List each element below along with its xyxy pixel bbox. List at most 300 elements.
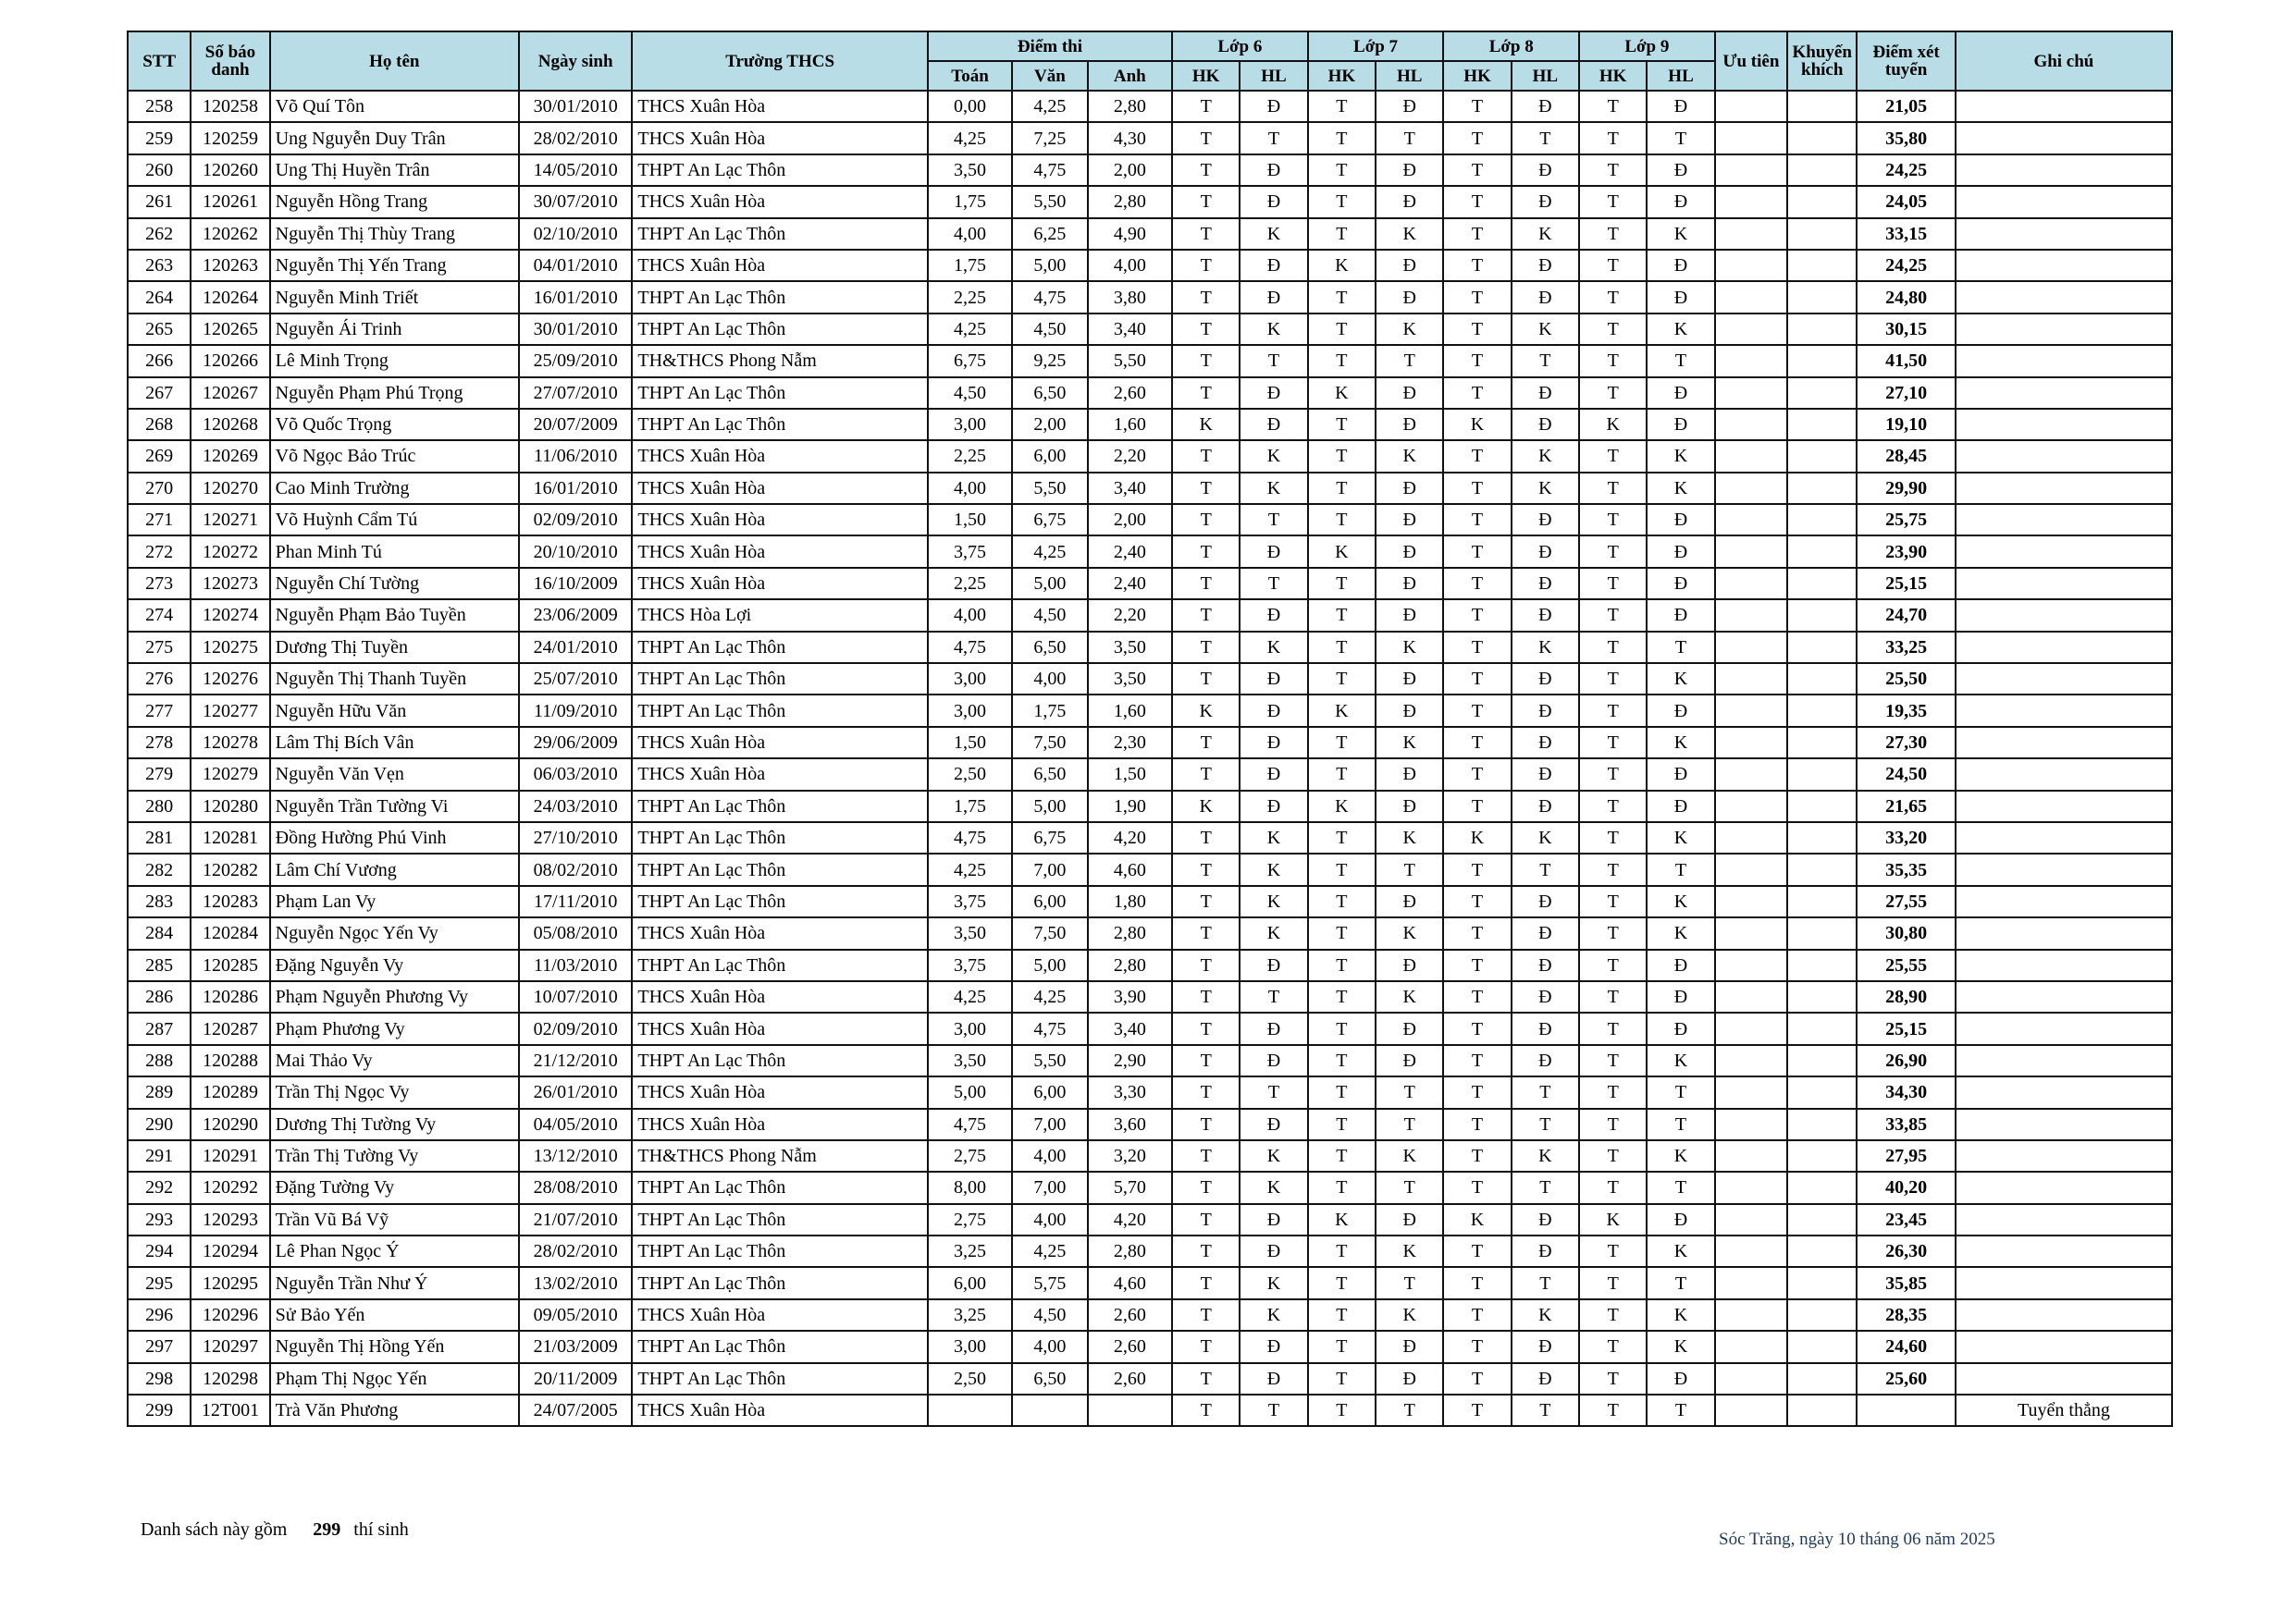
cell-stt: 296 bbox=[128, 1299, 191, 1331]
table-row bbox=[128, 1204, 2172, 1236]
cell-lop9-hl: K bbox=[1647, 822, 1714, 854]
cell-lop8-hk: T bbox=[1443, 632, 1511, 663]
cell-lop7-hl: Đ bbox=[1376, 695, 1443, 726]
cell-stt: 267 bbox=[128, 377, 191, 409]
table-row bbox=[128, 377, 2172, 409]
cell-lop8-hk: T bbox=[1443, 1045, 1511, 1076]
cell-uutien bbox=[1715, 314, 1787, 345]
cell-uutien bbox=[1715, 632, 1787, 663]
cell-lop8-hk: T bbox=[1443, 440, 1511, 472]
cell-stt: 263 bbox=[128, 250, 191, 281]
cell-khuyenkhich bbox=[1787, 1013, 1857, 1044]
cell-diemxettuyen: 27,55 bbox=[1857, 886, 1955, 917]
cell-diemxettuyen: 30,15 bbox=[1857, 314, 1955, 345]
cell-anh: 2,30 bbox=[1088, 727, 1172, 758]
cell-lop6-hl: Đ bbox=[1240, 950, 1307, 981]
cell-lop8-hk: T bbox=[1443, 377, 1511, 409]
cell-ghichu bbox=[1956, 886, 2172, 917]
cell-van: 5,75 bbox=[1012, 1267, 1087, 1298]
cell-toan: 4,75 bbox=[928, 822, 1012, 854]
cell-ghichu bbox=[1956, 1267, 2172, 1298]
cell-lop7-hk: T bbox=[1308, 409, 1376, 440]
cell-sbd: 120277 bbox=[191, 695, 269, 726]
cell-hoten: Võ Ngọc Bảo Trúc bbox=[270, 440, 519, 472]
cell-ngaysinh: 24/01/2010 bbox=[519, 632, 633, 663]
cell-lop6-hk: T bbox=[1172, 758, 1240, 790]
cell-van: 7,50 bbox=[1012, 727, 1087, 758]
cell-lop8-hk: T bbox=[1443, 504, 1511, 535]
cell-toan: 1,75 bbox=[928, 250, 1012, 281]
cell-anh: 4,20 bbox=[1088, 1204, 1172, 1236]
cell-anh: 2,80 bbox=[1088, 917, 1172, 949]
cell-truong: THPT An Lạc Thôn bbox=[632, 377, 927, 409]
cell-truong: TH&THCS Phong Nẫm bbox=[632, 345, 927, 376]
cell-lop9-hl: Đ bbox=[1647, 154, 1714, 186]
cell-stt: 270 bbox=[128, 473, 191, 504]
header-diemthi: Điểm thi bbox=[928, 31, 1172, 61]
cell-lop6-hk: T bbox=[1172, 250, 1240, 281]
cell-lop9-hk: T bbox=[1579, 632, 1647, 663]
cell-lop8-hk: T bbox=[1443, 1076, 1511, 1108]
cell-ghichu bbox=[1956, 535, 2172, 567]
cell-lop7-hk: T bbox=[1308, 1267, 1376, 1298]
table-row bbox=[128, 695, 2172, 726]
cell-diemxettuyen: 24,80 bbox=[1857, 281, 1955, 313]
cell-lop7-hk: T bbox=[1308, 314, 1376, 345]
cell-toan: 1,50 bbox=[928, 727, 1012, 758]
cell-diemxettuyen: 33,85 bbox=[1857, 1109, 1955, 1140]
cell-khuyenkhich bbox=[1787, 1172, 1857, 1203]
cell-uutien bbox=[1715, 186, 1787, 217]
cell-lop6-hk: T bbox=[1172, 599, 1240, 631]
cell-uutien bbox=[1715, 599, 1787, 631]
cell-lop9-hk: K bbox=[1579, 409, 1647, 440]
cell-lop8-hl: T bbox=[1512, 122, 1579, 154]
cell-lop8-hk: T bbox=[1443, 1013, 1511, 1044]
cell-lop8-hl: Đ bbox=[1512, 1331, 1579, 1362]
cell-lop6-hk: T bbox=[1172, 1236, 1240, 1267]
cell-lop7-hk: T bbox=[1308, 122, 1376, 154]
cell-lop6-hk: T bbox=[1172, 950, 1240, 981]
cell-uutien bbox=[1715, 1013, 1787, 1044]
cell-van: 4,50 bbox=[1012, 599, 1087, 631]
cell-van: 4,25 bbox=[1012, 535, 1087, 567]
cell-lop7-hk: T bbox=[1308, 758, 1376, 790]
cell-lop8-hk: T bbox=[1443, 535, 1511, 567]
cell-lop9-hl: Đ bbox=[1647, 1204, 1714, 1236]
cell-lop9-hk: T bbox=[1579, 122, 1647, 154]
cell-lop6-hl: K bbox=[1240, 218, 1307, 250]
cell-hoten: Nguyễn Phạm Bảo Tuyền bbox=[270, 599, 519, 631]
cell-diemxettuyen: 21,65 bbox=[1857, 791, 1955, 822]
cell-lop7-hl: Đ bbox=[1376, 758, 1443, 790]
cell-diemxettuyen: 28,90 bbox=[1857, 981, 1955, 1013]
cell-ghichu bbox=[1956, 314, 2172, 345]
cell-lop9-hl: K bbox=[1647, 1140, 1714, 1172]
cell-sbd: 120288 bbox=[191, 1045, 269, 1076]
cell-sbd: 120271 bbox=[191, 504, 269, 535]
cell-lop8-hk: T bbox=[1443, 1395, 1511, 1426]
cell-stt: 280 bbox=[128, 791, 191, 822]
cell-ngaysinh: 25/07/2010 bbox=[519, 663, 633, 695]
cell-diemxettuyen: 40,20 bbox=[1857, 1172, 1955, 1203]
cell-lop6-hl: Đ bbox=[1240, 409, 1307, 440]
cell-anh: 3,90 bbox=[1088, 981, 1172, 1013]
cell-diemxettuyen: 35,80 bbox=[1857, 122, 1955, 154]
cell-lop8-hk: T bbox=[1443, 122, 1511, 154]
cell-lop8-hl: Đ bbox=[1512, 1236, 1579, 1267]
cell-diemxettuyen: 19,35 bbox=[1857, 695, 1955, 726]
cell-toan: 4,75 bbox=[928, 1109, 1012, 1140]
cell-lop6-hl: Đ bbox=[1240, 535, 1307, 567]
cell-diemxettuyen: 24,70 bbox=[1857, 599, 1955, 631]
cell-anh: 2,80 bbox=[1088, 186, 1172, 217]
cell-ghichu bbox=[1956, 1204, 2172, 1236]
cell-lop7-hk: T bbox=[1308, 1236, 1376, 1267]
count-suffix: thí sinh bbox=[353, 1519, 409, 1540]
cell-van: 6,75 bbox=[1012, 822, 1087, 854]
cell-truong: THCS Xuân Hòa bbox=[632, 568, 927, 599]
cell-lop6-hl: K bbox=[1240, 822, 1307, 854]
cell-lop8-hk: T bbox=[1443, 1236, 1511, 1267]
cell-khuyenkhich bbox=[1787, 981, 1857, 1013]
cell-van: 6,00 bbox=[1012, 1076, 1087, 1108]
cell-ghichu bbox=[1956, 440, 2172, 472]
cell-khuyenkhich bbox=[1787, 854, 1857, 885]
cell-anh: 2,20 bbox=[1088, 599, 1172, 631]
cell-anh: 3,40 bbox=[1088, 473, 1172, 504]
cell-lop8-hl: Đ bbox=[1512, 535, 1579, 567]
cell-hoten: Lê Minh Trọng bbox=[270, 345, 519, 376]
cell-lop9-hk: T bbox=[1579, 1267, 1647, 1298]
cell-hoten: Nguyễn Thị Thanh Tuyền bbox=[270, 663, 519, 695]
cell-lop8-hl: Đ bbox=[1512, 154, 1579, 186]
cell-truong: THPT An Lạc Thôn bbox=[632, 632, 927, 663]
header-toan: Toán bbox=[928, 61, 1012, 91]
cell-khuyenkhich bbox=[1787, 727, 1857, 758]
cell-lop8-hl: Đ bbox=[1512, 981, 1579, 1013]
cell-van: 4,50 bbox=[1012, 314, 1087, 345]
cell-lop7-hl: T bbox=[1376, 1267, 1443, 1298]
cell-truong: THCS Xuân Hòa bbox=[632, 535, 927, 567]
cell-khuyenkhich bbox=[1787, 409, 1857, 440]
cell-ngaysinh: 23/06/2009 bbox=[519, 599, 633, 631]
cell-khuyenkhich bbox=[1787, 1236, 1857, 1267]
cell-sbd: 120295 bbox=[191, 1267, 269, 1298]
cell-van: 4,75 bbox=[1012, 281, 1087, 313]
cell-hoten: Võ Quí Tôn bbox=[270, 91, 519, 122]
cell-lop8-hk: T bbox=[1443, 186, 1511, 217]
cell-lop6-hl: Đ bbox=[1240, 250, 1307, 281]
cell-truong: THPT An Lạc Thôn bbox=[632, 409, 927, 440]
cell-lop7-hl: K bbox=[1376, 822, 1443, 854]
cell-stt: 258 bbox=[128, 91, 191, 122]
cell-van: 7,00 bbox=[1012, 854, 1087, 885]
cell-lop7-hk: T bbox=[1308, 91, 1376, 122]
cell-truong: THCS Xuân Hòa bbox=[632, 122, 927, 154]
cell-lop9-hl: Đ bbox=[1647, 91, 1714, 122]
cell-lop6-hl: Đ bbox=[1240, 91, 1307, 122]
cell-truong: THCS Xuân Hòa bbox=[632, 440, 927, 472]
cell-van: 6,75 bbox=[1012, 504, 1087, 535]
cell-khuyenkhich bbox=[1787, 1267, 1857, 1298]
cell-lop8-hk: T bbox=[1443, 250, 1511, 281]
cell-lop8-hk: T bbox=[1443, 473, 1511, 504]
cell-hoten: Sử Bảo Yến bbox=[270, 1299, 519, 1331]
cell-lop6-hk: T bbox=[1172, 440, 1240, 472]
cell-diemxettuyen: 25,50 bbox=[1857, 663, 1955, 695]
cell-van: 4,75 bbox=[1012, 154, 1087, 186]
cell-diemxettuyen: 28,45 bbox=[1857, 440, 1955, 472]
cell-lop7-hk: T bbox=[1308, 186, 1376, 217]
header-lop9-hk: HK bbox=[1579, 61, 1647, 91]
cell-lop7-hl: T bbox=[1376, 1395, 1443, 1426]
cell-truong: THCS Xuân Hòa bbox=[632, 473, 927, 504]
cell-khuyenkhich bbox=[1787, 599, 1857, 631]
cell-lop9-hl: Đ bbox=[1647, 791, 1714, 822]
cell-sbd: 120286 bbox=[191, 981, 269, 1013]
header-truong: Trường THCS bbox=[632, 31, 927, 91]
cell-ghichu bbox=[1956, 377, 2172, 409]
cell-anh: 2,60 bbox=[1088, 1363, 1172, 1395]
cell-lop9-hk: T bbox=[1579, 981, 1647, 1013]
cell-ngaysinh: 30/01/2010 bbox=[519, 314, 633, 345]
cell-van: 4,00 bbox=[1012, 1204, 1087, 1236]
cell-diemxettuyen: 24,25 bbox=[1857, 154, 1955, 186]
cell-stt: 298 bbox=[128, 1363, 191, 1395]
cell-lop8-hl: K bbox=[1512, 440, 1579, 472]
table-row bbox=[128, 568, 2172, 599]
cell-lop8-hk: T bbox=[1443, 1109, 1511, 1140]
cell-diemxettuyen: 33,15 bbox=[1857, 218, 1955, 250]
cell-lop8-hk: T bbox=[1443, 695, 1511, 726]
cell-ngaysinh: 11/06/2010 bbox=[519, 440, 633, 472]
cell-lop8-hk: T bbox=[1443, 568, 1511, 599]
header-van: Văn bbox=[1012, 61, 1087, 91]
cell-lop8-hl: T bbox=[1512, 1395, 1579, 1426]
cell-lop7-hl: Đ bbox=[1376, 599, 1443, 631]
cell-stt: 281 bbox=[128, 822, 191, 854]
cell-truong: THCS Xuân Hòa bbox=[632, 1109, 927, 1140]
cell-sbd: 120270 bbox=[191, 473, 269, 504]
cell-van: 4,00 bbox=[1012, 1140, 1087, 1172]
cell-ghichu bbox=[1956, 1236, 2172, 1267]
cell-toan: 3,00 bbox=[928, 663, 1012, 695]
cell-ngaysinh: 30/07/2010 bbox=[519, 186, 633, 217]
cell-ghichu bbox=[1956, 504, 2172, 535]
cell-lop9-hk: T bbox=[1579, 1140, 1647, 1172]
cell-lop9-hl: Đ bbox=[1647, 568, 1714, 599]
cell-lop7-hk: T bbox=[1308, 1172, 1376, 1203]
cell-toan bbox=[928, 1395, 1012, 1426]
table-row bbox=[128, 218, 2172, 250]
cell-ghichu bbox=[1956, 473, 2172, 504]
header-lop6: Lớp 6 bbox=[1172, 31, 1308, 61]
cell-diemxettuyen: 41,50 bbox=[1857, 345, 1955, 376]
cell-sbd: 120265 bbox=[191, 314, 269, 345]
cell-toan: 3,75 bbox=[928, 886, 1012, 917]
cell-khuyenkhich bbox=[1787, 440, 1857, 472]
cell-diemxettuyen: 34,30 bbox=[1857, 1076, 1955, 1108]
cell-van: 6,50 bbox=[1012, 1363, 1087, 1395]
cell-lop9-hk: T bbox=[1579, 663, 1647, 695]
cell-lop8-hk: T bbox=[1443, 154, 1511, 186]
cell-toan: 6,00 bbox=[928, 1267, 1012, 1298]
cell-lop7-hl: K bbox=[1376, 440, 1443, 472]
table-row bbox=[128, 154, 2172, 186]
cell-truong: THPT An Lạc Thôn bbox=[632, 314, 927, 345]
table-row bbox=[128, 822, 2172, 854]
table-row bbox=[128, 122, 2172, 154]
cell-lop7-hl: K bbox=[1376, 632, 1443, 663]
cell-van: 6,25 bbox=[1012, 218, 1087, 250]
cell-stt: 282 bbox=[128, 854, 191, 885]
cell-ghichu bbox=[1956, 981, 2172, 1013]
cell-lop6-hk: T bbox=[1172, 218, 1240, 250]
cell-lop6-hk: T bbox=[1172, 1013, 1240, 1044]
cell-stt: 278 bbox=[128, 727, 191, 758]
cell-khuyenkhich bbox=[1787, 917, 1857, 949]
cell-sbd: 120278 bbox=[191, 727, 269, 758]
cell-lop6-hk: T bbox=[1172, 1299, 1240, 1331]
cell-ghichu bbox=[1956, 91, 2172, 122]
cell-lop8-hl: Đ bbox=[1512, 250, 1579, 281]
cell-toan: 2,75 bbox=[928, 1140, 1012, 1172]
cell-lop6-hl: Đ bbox=[1240, 1331, 1307, 1362]
cell-lop6-hk: T bbox=[1172, 91, 1240, 122]
cell-sbd: 120274 bbox=[191, 599, 269, 631]
cell-lop7-hl: Đ bbox=[1376, 886, 1443, 917]
cell-lop6-hk: T bbox=[1172, 886, 1240, 917]
cell-ngaysinh: 28/02/2010 bbox=[519, 122, 633, 154]
cell-truong: THCS Xuân Hòa bbox=[632, 981, 927, 1013]
cell-diemxettuyen: 27,10 bbox=[1857, 377, 1955, 409]
cell-lop7-hl: K bbox=[1376, 1299, 1443, 1331]
cell-anh: 3,50 bbox=[1088, 632, 1172, 663]
cell-lop6-hk: T bbox=[1172, 663, 1240, 695]
cell-hoten: Nguyễn Văn Vẹn bbox=[270, 758, 519, 790]
table-row bbox=[128, 1331, 2172, 1362]
cell-stt: 261 bbox=[128, 186, 191, 217]
cell-lop8-hl: K bbox=[1512, 632, 1579, 663]
cell-lop9-hk: T bbox=[1579, 218, 1647, 250]
cell-khuyenkhich bbox=[1787, 1299, 1857, 1331]
cell-ghichu bbox=[1956, 409, 2172, 440]
cell-ngaysinh: 13/02/2010 bbox=[519, 1267, 633, 1298]
cell-uutien bbox=[1715, 377, 1787, 409]
cell-lop8-hl: T bbox=[1512, 1267, 1579, 1298]
cell-ghichu bbox=[1956, 1140, 2172, 1172]
cell-lop6-hk: T bbox=[1172, 822, 1240, 854]
cell-toan: 8,00 bbox=[928, 1172, 1012, 1203]
cell-khuyenkhich bbox=[1787, 122, 1857, 154]
cell-uutien bbox=[1715, 250, 1787, 281]
cell-truong: THPT An Lạc Thôn bbox=[632, 1172, 927, 1203]
cell-khuyenkhich bbox=[1787, 186, 1857, 217]
cell-ngaysinh: 21/07/2010 bbox=[519, 1204, 633, 1236]
cell-lop8-hk: T bbox=[1443, 1172, 1511, 1203]
cell-uutien bbox=[1715, 281, 1787, 313]
cell-lop8-hk: T bbox=[1443, 663, 1511, 695]
cell-diemxettuyen: 19,10 bbox=[1857, 409, 1955, 440]
cell-toan: 3,00 bbox=[928, 1331, 1012, 1362]
cell-stt: 289 bbox=[128, 1076, 191, 1108]
cell-lop8-hl: Đ bbox=[1512, 791, 1579, 822]
cell-stt: 274 bbox=[128, 599, 191, 631]
cell-van bbox=[1012, 1395, 1087, 1426]
cell-uutien bbox=[1715, 154, 1787, 186]
cell-lop7-hl: Đ bbox=[1376, 473, 1443, 504]
cell-toan: 1,50 bbox=[928, 504, 1012, 535]
cell-lop7-hl: Đ bbox=[1376, 186, 1443, 217]
cell-stt: 288 bbox=[128, 1045, 191, 1076]
cell-khuyenkhich bbox=[1787, 314, 1857, 345]
cell-van: 6,00 bbox=[1012, 886, 1087, 917]
cell-anh: 1,90 bbox=[1088, 791, 1172, 822]
cell-lop9-hl: Đ bbox=[1647, 1363, 1714, 1395]
cell-lop9-hl: Đ bbox=[1647, 409, 1714, 440]
cell-lop6-hl: Đ bbox=[1240, 1109, 1307, 1140]
table-row bbox=[128, 186, 2172, 217]
header-lop8-hl: HL bbox=[1512, 61, 1579, 91]
cell-ghichu bbox=[1956, 758, 2172, 790]
cell-truong: THPT An Lạc Thôn bbox=[632, 791, 927, 822]
table-row bbox=[128, 917, 2172, 949]
cell-lop7-hl: Đ bbox=[1376, 1363, 1443, 1395]
cell-uutien bbox=[1715, 1299, 1787, 1331]
table-row bbox=[128, 1076, 2172, 1108]
cell-lop7-hl: K bbox=[1376, 1236, 1443, 1267]
cell-anh: 2,80 bbox=[1088, 1236, 1172, 1267]
cell-khuyenkhich bbox=[1787, 1140, 1857, 1172]
cell-van: 4,00 bbox=[1012, 1331, 1087, 1362]
cell-uutien bbox=[1715, 535, 1787, 567]
cell-hoten: Lâm Thị Bích Vân bbox=[270, 727, 519, 758]
header-lop6-hk: HK bbox=[1172, 61, 1240, 91]
cell-lop6-hl: K bbox=[1240, 1140, 1307, 1172]
cell-ngaysinh: 16/01/2010 bbox=[519, 473, 633, 504]
cell-lop7-hl: T bbox=[1376, 345, 1443, 376]
cell-sbd: 120264 bbox=[191, 281, 269, 313]
cell-uutien bbox=[1715, 1076, 1787, 1108]
cell-truong: THPT An Lạc Thôn bbox=[632, 886, 927, 917]
cell-hoten: Đồng Hường Phú Vinh bbox=[270, 822, 519, 854]
cell-uutien bbox=[1715, 1204, 1787, 1236]
cell-anh: 2,90 bbox=[1088, 1045, 1172, 1076]
cell-lop9-hk: T bbox=[1579, 504, 1647, 535]
cell-lop6-hk: T bbox=[1172, 1140, 1240, 1172]
cell-ngaysinh: 28/08/2010 bbox=[519, 1172, 633, 1203]
cell-stt: 292 bbox=[128, 1172, 191, 1203]
cell-ghichu bbox=[1956, 917, 2172, 949]
cell-anh: 1,80 bbox=[1088, 886, 1172, 917]
cell-truong: THCS Xuân Hòa bbox=[632, 727, 927, 758]
cell-lop7-hk: T bbox=[1308, 1045, 1376, 1076]
cell-lop6-hl: T bbox=[1240, 568, 1307, 599]
cell-toan: 3,75 bbox=[928, 950, 1012, 981]
cell-lop6-hl: K bbox=[1240, 1267, 1307, 1298]
cell-lop8-hk: T bbox=[1443, 727, 1511, 758]
cell-stt: 285 bbox=[128, 950, 191, 981]
table-header bbox=[128, 31, 2172, 91]
cell-ngaysinh: 24/03/2010 bbox=[519, 791, 633, 822]
cell-lop7-hk: T bbox=[1308, 1140, 1376, 1172]
cell-sbd: 120290 bbox=[191, 1109, 269, 1140]
cell-uutien bbox=[1715, 663, 1787, 695]
cell-lop9-hk: T bbox=[1579, 1172, 1647, 1203]
cell-ghichu bbox=[1956, 1076, 2172, 1108]
cell-diemxettuyen: 21,05 bbox=[1857, 91, 1955, 122]
